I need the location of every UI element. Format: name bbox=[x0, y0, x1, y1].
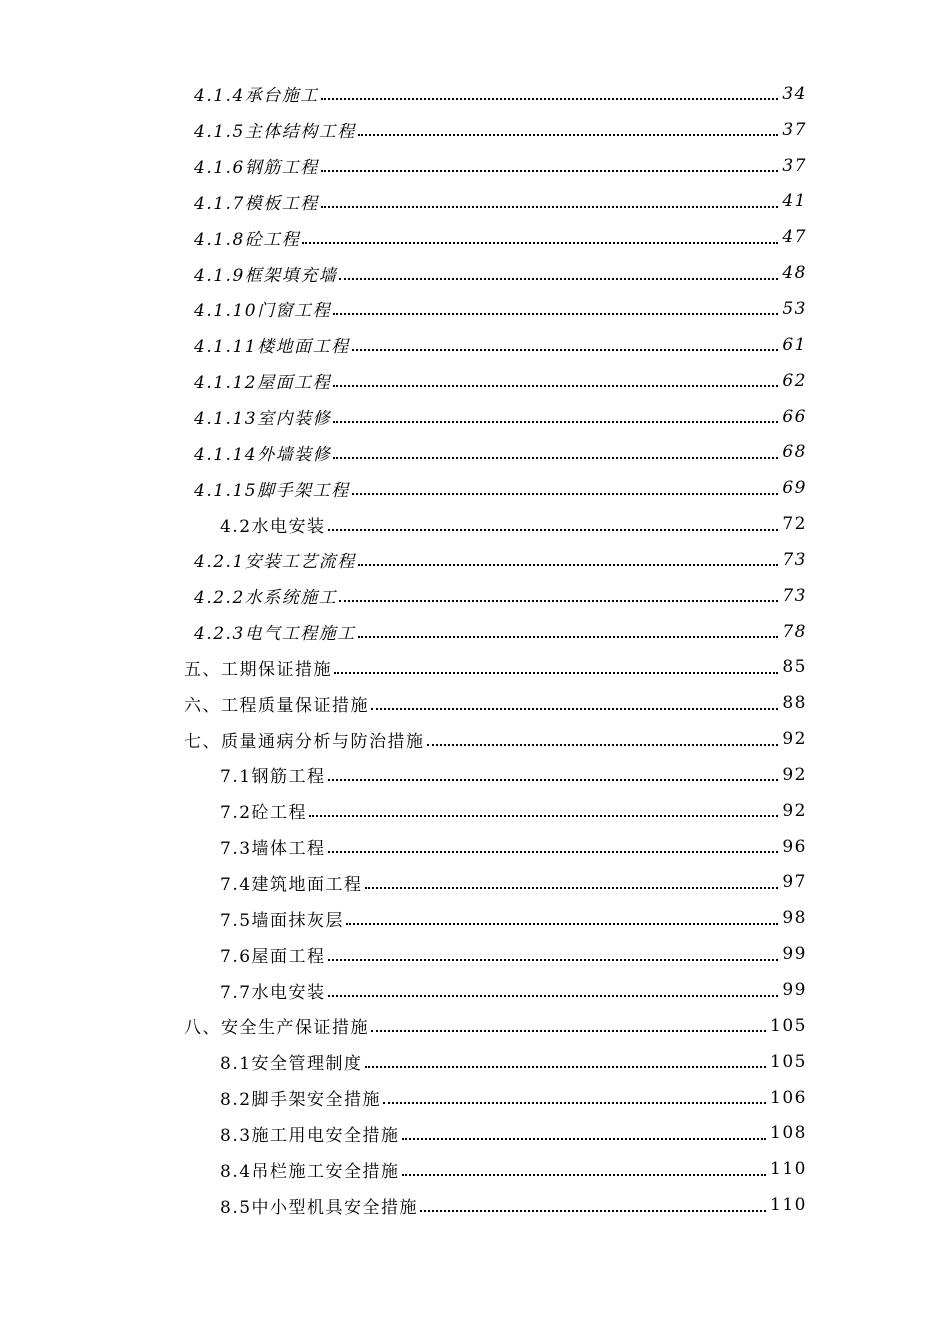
toc-entry-title: 7.4建筑地面工程 bbox=[220, 874, 363, 895]
toc-entry-title: 8.2脚手架安全措施 bbox=[220, 1090, 382, 1111]
toc-entry-line bbox=[220, 834, 950, 859]
dot-leader bbox=[309, 814, 778, 817]
toc-entry[interactable] bbox=[0, 399, 950, 435]
toc-entry-line bbox=[220, 906, 950, 931]
toc-entry[interactable] bbox=[0, 76, 950, 112]
toc-entry-title: 4.1.12屋面工程 bbox=[194, 373, 332, 394]
toc-entry[interactable] bbox=[0, 434, 950, 470]
dot-leader bbox=[371, 707, 778, 710]
dot-leader bbox=[383, 1101, 766, 1104]
toc-entry-line bbox=[194, 153, 950, 178]
toc-entry[interactable] bbox=[0, 470, 950, 506]
toc-entry-page-number: 99 bbox=[782, 980, 807, 1001]
toc-entry-title: 7.5墙面抹灰层 bbox=[220, 910, 345, 931]
toc-entry-page-number: 88 bbox=[782, 693, 807, 714]
dot-leader bbox=[420, 1209, 766, 1212]
dot-leader bbox=[358, 133, 779, 136]
toc-entry-page-number: 48 bbox=[782, 263, 807, 284]
toc-entry[interactable] bbox=[0, 219, 950, 255]
toc-entry-title: 4.1.10门窗工程 bbox=[194, 301, 332, 322]
toc-entry[interactable] bbox=[0, 184, 950, 220]
toc-entry-line bbox=[184, 691, 950, 716]
dot-leader bbox=[358, 563, 779, 566]
toc-entry-title: 4.2水电安装 bbox=[220, 516, 326, 537]
toc-entry-page-number: 96 bbox=[782, 836, 807, 857]
toc-entry-page-number: 47 bbox=[782, 227, 807, 248]
dot-leader bbox=[402, 1137, 767, 1140]
dot-leader bbox=[352, 348, 779, 351]
toc-entry[interactable] bbox=[0, 363, 950, 399]
toc-entry-line bbox=[194, 296, 950, 321]
toc-entry-line bbox=[194, 404, 950, 429]
toc-entry-line bbox=[220, 762, 950, 787]
toc-entry[interactable] bbox=[0, 829, 950, 865]
dot-leader bbox=[333, 312, 778, 315]
toc-entry-page-number: 68 bbox=[782, 442, 807, 463]
toc-entry[interactable] bbox=[0, 757, 950, 793]
toc-entry-page-number: 34 bbox=[782, 83, 807, 104]
toc-entry[interactable] bbox=[0, 291, 950, 327]
dot-leader bbox=[339, 277, 778, 280]
toc-entry[interactable] bbox=[0, 900, 950, 936]
toc-entry-title: 8.1安全管理制度 bbox=[220, 1054, 363, 1075]
dot-leader bbox=[328, 528, 779, 531]
toc-entry-title: 4.2.1安装工艺流程 bbox=[194, 552, 356, 573]
toc-entry-page-number: 92 bbox=[782, 764, 807, 785]
toc-entry-line bbox=[194, 261, 950, 286]
toc-entry-line bbox=[220, 1193, 950, 1218]
toc-entry-title: 4.1.15脚手架工程 bbox=[194, 480, 350, 501]
toc-entry-line bbox=[194, 81, 950, 106]
dot-leader bbox=[365, 1065, 767, 1068]
dot-leader bbox=[402, 1173, 767, 1176]
toc-entry-line bbox=[194, 225, 950, 250]
toc-entry-page-number: 85 bbox=[782, 657, 807, 678]
toc-entry-line bbox=[220, 942, 950, 967]
toc-entry-line bbox=[194, 440, 950, 465]
toc-entry-title: 7.1钢筋工程 bbox=[220, 767, 326, 788]
toc-entry[interactable] bbox=[0, 255, 950, 291]
dot-leader bbox=[334, 671, 778, 674]
toc-entry[interactable] bbox=[0, 1115, 950, 1151]
toc-entry[interactable] bbox=[0, 936, 950, 972]
toc-entry-title: 8.5中小型机具安全措施 bbox=[220, 1197, 419, 1218]
toc-entry-title: 4.1.4承台施工 bbox=[194, 86, 319, 107]
toc-entry-title: 4.1.11楼地面工程 bbox=[194, 337, 350, 358]
toc-entry-line bbox=[194, 619, 950, 644]
toc-entry-line bbox=[220, 1049, 950, 1074]
toc-entry-line bbox=[184, 655, 950, 680]
toc-entry[interactable] bbox=[0, 1080, 950, 1116]
dot-leader bbox=[321, 205, 779, 208]
toc-entry[interactable] bbox=[0, 148, 950, 184]
dot-leader bbox=[328, 778, 779, 781]
toc-entry-page-number: 41 bbox=[782, 191, 807, 212]
toc-entry[interactable] bbox=[0, 1187, 950, 1223]
toc-entry-page-number: 37 bbox=[782, 119, 807, 140]
toc-entry-title: 4.1.9框架填充墙 bbox=[194, 265, 338, 286]
toc-entry-title: 8.4吊栏施工安全措施 bbox=[220, 1161, 400, 1182]
dot-leader bbox=[328, 994, 779, 997]
toc-entry-page-number: 92 bbox=[782, 729, 807, 750]
toc-entry-page-number: 110 bbox=[770, 1195, 807, 1216]
dot-leader bbox=[371, 1029, 766, 1032]
table-of-contents bbox=[0, 76, 950, 1223]
toc-entry[interactable] bbox=[0, 865, 950, 901]
toc-entry-page-number: 92 bbox=[782, 800, 807, 821]
toc-entry-line bbox=[220, 1121, 950, 1146]
dot-leader bbox=[352, 492, 779, 495]
dot-leader bbox=[302, 241, 778, 244]
toc-entry[interactable] bbox=[0, 542, 950, 578]
toc-entry-line bbox=[220, 798, 950, 823]
toc-entry-page-number: 53 bbox=[782, 298, 807, 319]
toc-entry-line bbox=[194, 547, 950, 572]
toc-entry[interactable] bbox=[0, 1151, 950, 1187]
toc-entry-title: 七、质量通病分析与防治措施 bbox=[184, 731, 425, 752]
toc-entry[interactable] bbox=[0, 1008, 950, 1044]
dot-leader bbox=[339, 599, 778, 602]
dot-leader bbox=[333, 420, 778, 423]
toc-entry-line bbox=[194, 332, 950, 357]
toc-entry-page-number: 66 bbox=[782, 406, 807, 427]
toc-entry-title: 4.1.5主体结构工程 bbox=[194, 122, 356, 143]
toc-entry[interactable] bbox=[0, 506, 950, 542]
toc-entry[interactable] bbox=[0, 650, 950, 686]
toc-entry-line bbox=[194, 583, 950, 608]
toc-entry-title: 4.1.8砼工程 bbox=[194, 229, 301, 250]
toc-entry-page-number: 110 bbox=[770, 1159, 807, 1180]
toc-entry[interactable] bbox=[0, 112, 950, 148]
toc-entry-title: 八、安全生产保证措施 bbox=[184, 1018, 369, 1039]
toc-entry-title: 4.1.6钢筋工程 bbox=[194, 158, 319, 179]
toc-entry[interactable] bbox=[0, 1044, 950, 1080]
toc-entry[interactable] bbox=[0, 972, 950, 1008]
toc-entry-page-number: 73 bbox=[782, 585, 807, 606]
dot-leader bbox=[321, 169, 779, 172]
dot-leader bbox=[333, 456, 778, 459]
toc-entry-page-number: 106 bbox=[770, 1087, 807, 1108]
toc-entry-page-number: 78 bbox=[782, 621, 807, 642]
dot-leader bbox=[321, 97, 779, 100]
toc-entry-title: 五、工期保证措施 bbox=[184, 659, 332, 680]
toc-entry-line bbox=[184, 1013, 950, 1038]
dot-leader bbox=[346, 922, 778, 925]
toc-entry-title: 7.3墙体工程 bbox=[220, 839, 326, 860]
dot-leader bbox=[328, 850, 779, 853]
toc-entry-line bbox=[184, 727, 950, 752]
toc-entry-line bbox=[220, 1157, 950, 1182]
toc-entry-title: 4.1.13室内装修 bbox=[194, 409, 332, 430]
toc-entry-page-number: 69 bbox=[782, 478, 807, 499]
toc-entry-page-number: 62 bbox=[782, 370, 807, 391]
toc-entry[interactable] bbox=[0, 614, 950, 650]
toc-entry-line bbox=[194, 117, 950, 142]
toc-entry[interactable] bbox=[0, 721, 950, 757]
toc-entry[interactable] bbox=[0, 793, 950, 829]
toc-entry-page-number: 73 bbox=[782, 549, 807, 570]
toc-entry-title: 7.7水电安装 bbox=[220, 982, 326, 1003]
toc-entry-page-number: 97 bbox=[782, 872, 807, 893]
toc-entry-line bbox=[194, 189, 950, 214]
toc-entry[interactable] bbox=[0, 685, 950, 721]
toc-entry-title: 8.3施工用电安全措施 bbox=[220, 1125, 400, 1146]
toc-entry-page-number: 72 bbox=[782, 514, 807, 535]
toc-entry[interactable] bbox=[0, 327, 950, 363]
toc-entry-line bbox=[220, 978, 950, 1003]
toc-entry-title: 4.1.14外墙装修 bbox=[194, 444, 332, 465]
toc-entry-page-number: 98 bbox=[782, 908, 807, 929]
toc-entry[interactable] bbox=[0, 578, 950, 614]
dot-leader bbox=[427, 743, 779, 746]
toc-entry-page-number: 99 bbox=[782, 944, 807, 965]
toc-entry-page-number: 105 bbox=[770, 1051, 807, 1072]
toc-entry-title: 4.1.7模板工程 bbox=[194, 193, 319, 214]
toc-entry-page-number: 108 bbox=[770, 1123, 807, 1144]
toc-entry-line bbox=[194, 368, 950, 393]
toc-entry-title: 六、工程质量保证措施 bbox=[184, 695, 369, 716]
toc-entry-title: 4.2.3电气工程施工 bbox=[194, 624, 356, 645]
toc-entry-line bbox=[220, 870, 950, 895]
toc-entry-title: 7.6屋面工程 bbox=[220, 946, 326, 967]
toc-entry-line bbox=[194, 476, 950, 501]
toc-entry-page-number: 37 bbox=[782, 155, 807, 176]
toc-entry-page-number: 61 bbox=[782, 334, 807, 355]
toc-entry-title: 4.2.2水系统施工 bbox=[194, 588, 338, 609]
toc-entry-line bbox=[220, 1085, 950, 1110]
dot-leader bbox=[328, 958, 779, 961]
toc-entry-title: 7.2砼工程 bbox=[220, 803, 308, 824]
dot-leader bbox=[333, 384, 778, 387]
dot-leader bbox=[365, 886, 779, 889]
toc-entry-page-number: 105 bbox=[770, 1015, 807, 1036]
toc-entry-line bbox=[220, 512, 950, 537]
dot-leader bbox=[358, 635, 779, 638]
